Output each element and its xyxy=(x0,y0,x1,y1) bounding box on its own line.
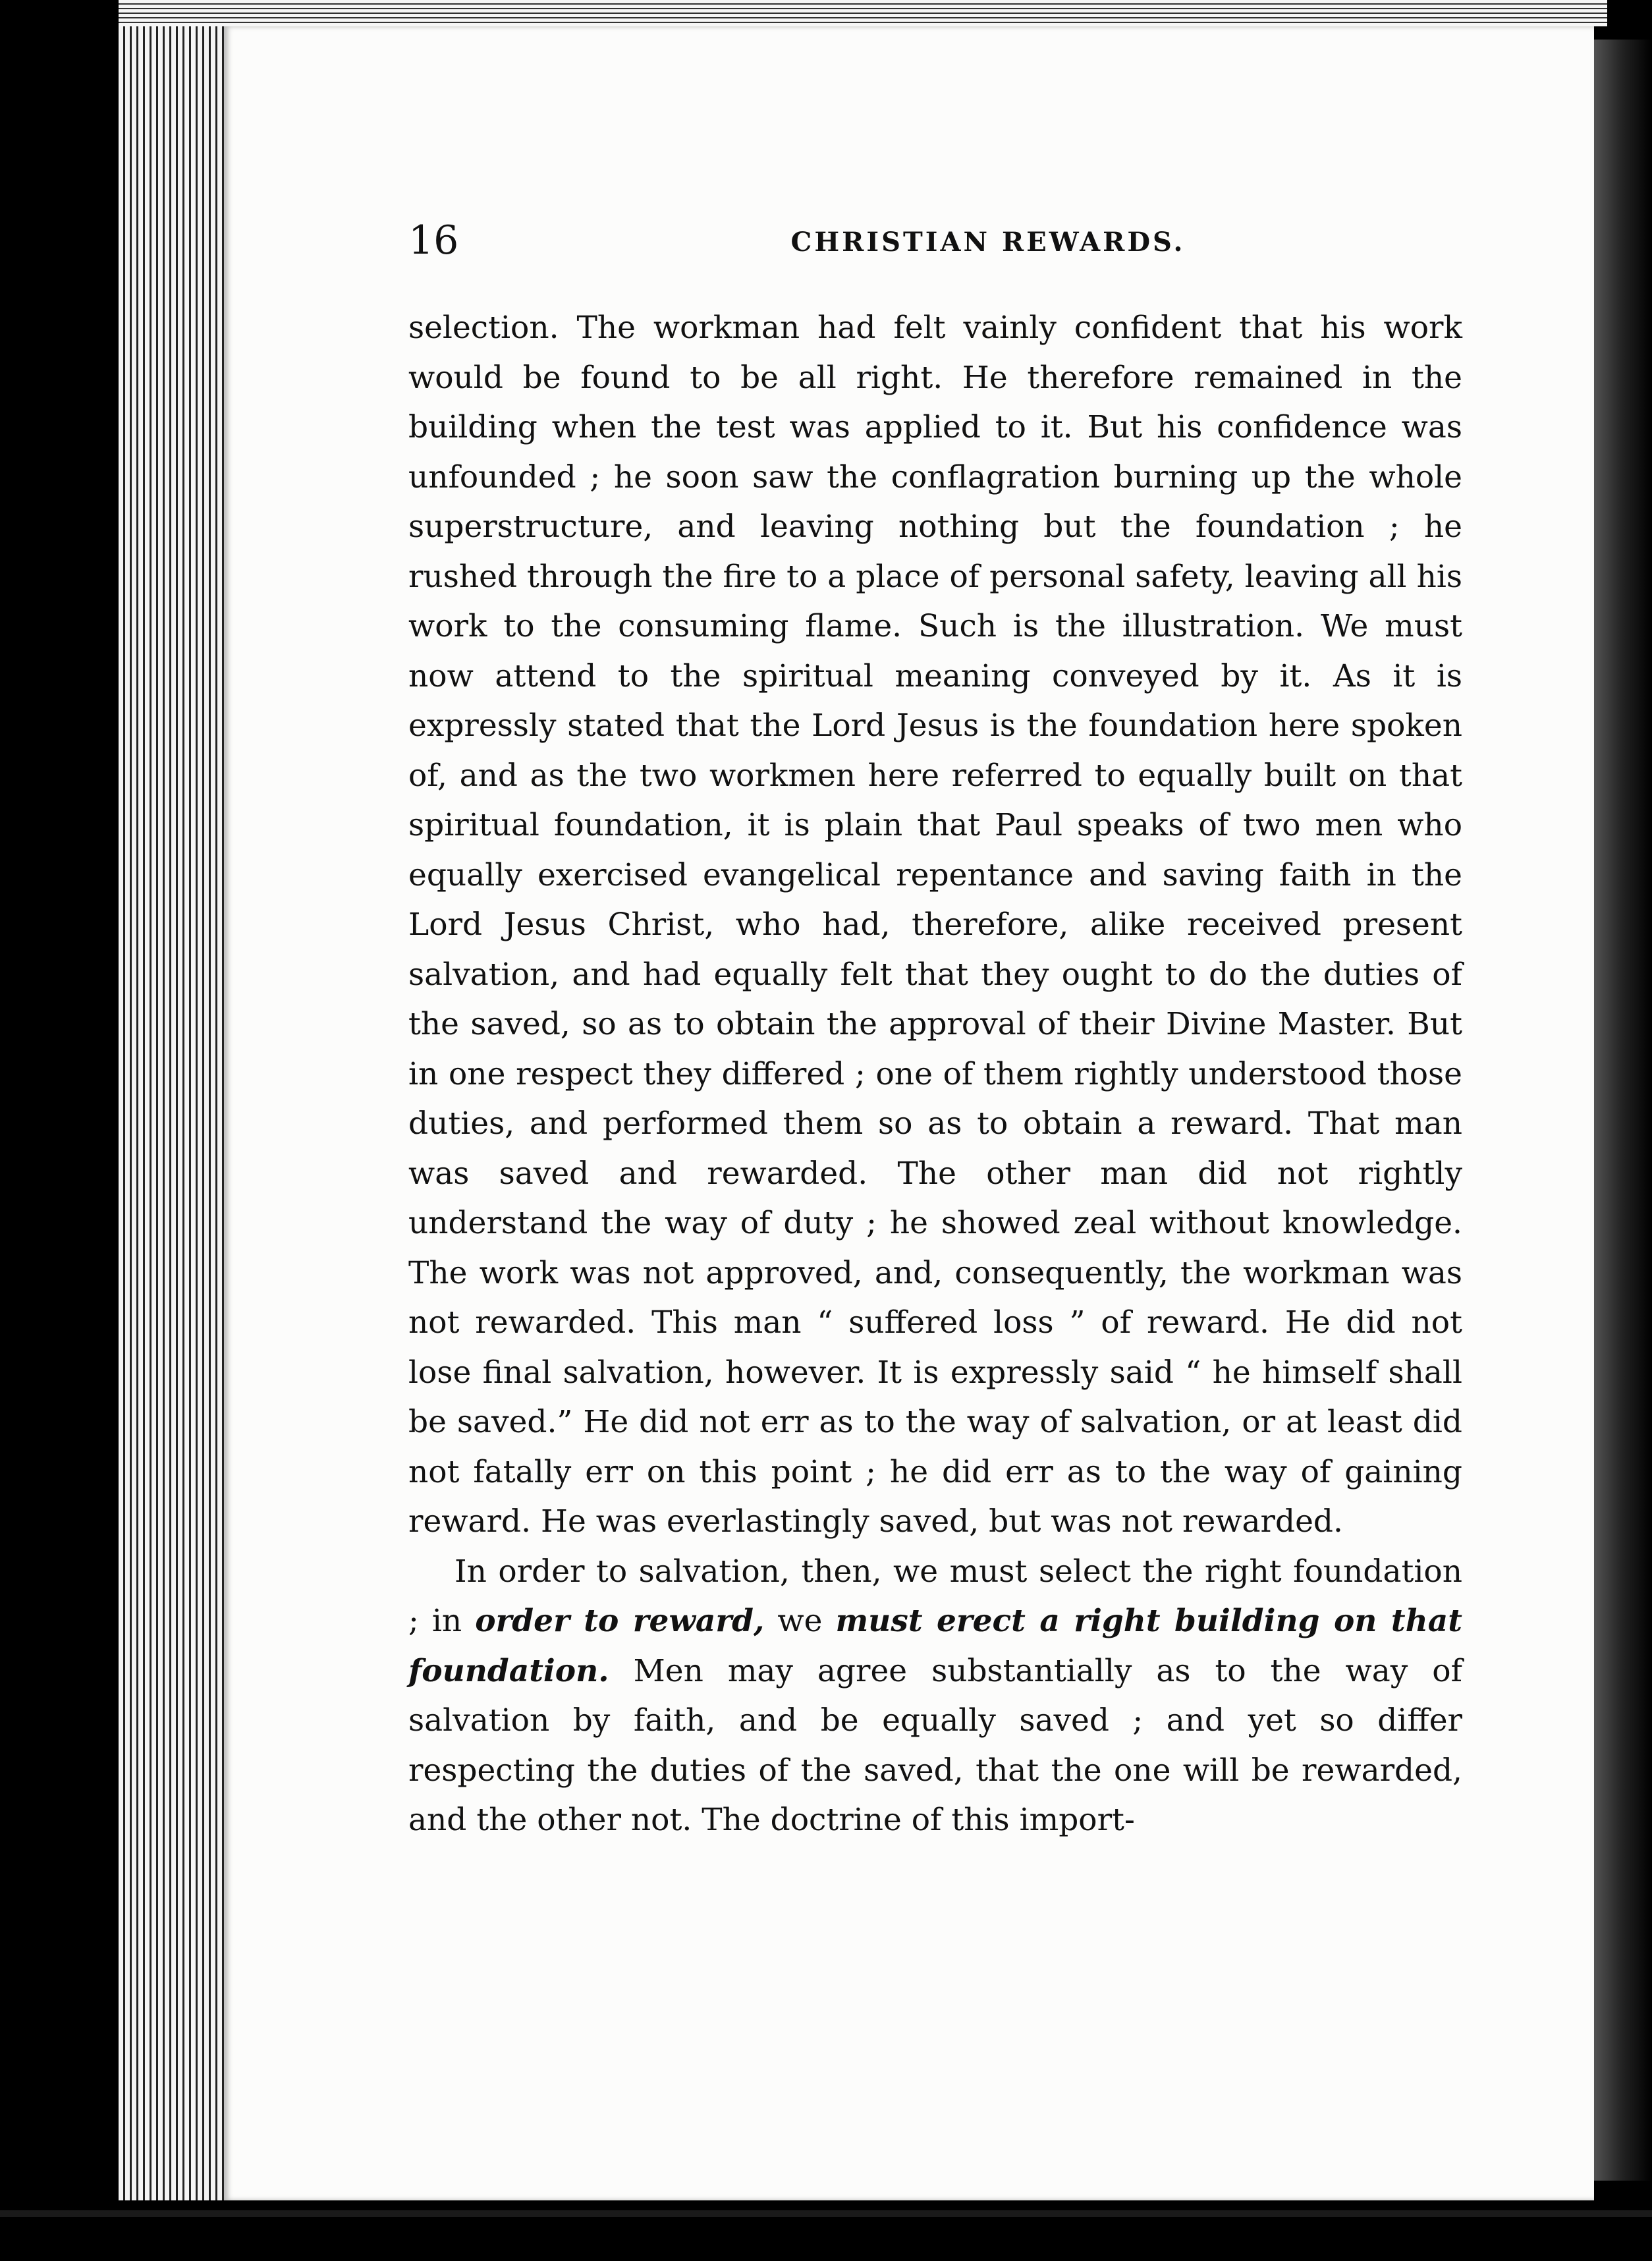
paragraph-2-text-b: we xyxy=(764,1603,836,1639)
page-number: 16 xyxy=(408,217,459,264)
running-head: CHRISTIAN REWARDS. xyxy=(790,227,1186,258)
paragraph-2-italic-b: must erect a right building on that foundation. xyxy=(408,1603,1462,1689)
book-page xyxy=(224,26,1594,2200)
top-page-edges xyxy=(119,0,1607,26)
facing-page-shadow xyxy=(1593,40,1652,2181)
bottom-margin xyxy=(0,2200,1652,2261)
paragraph-2-text-c: Men may agree substantially as to the way of salvation by faith, and be equally saved ; and yet so differ respecting the duties of the saved, that the one will be rewarded, and the other not. The doctrine of this import- xyxy=(408,1652,1462,1838)
paragraph-2-text-a: In order to salvation, then, we must select the right foundation ; in xyxy=(408,1553,1462,1639)
paragraph-2-italic-a: order to reward, xyxy=(475,1603,765,1639)
bottom-edge xyxy=(0,2210,1652,2217)
page-body xyxy=(408,303,1462,1845)
paragraph-2 xyxy=(408,1547,1462,1845)
paragraph-1: selection. The workman had felt vainly confident that his work would be found to be all right. He therefore remained in the building when the test was applied to it. But his confidence was unfounded ; he soon saw the conflagration burning up the whole superstructure, and leaving nothing but the foundation ; he rushed through the fire to a place of personal safety, leaving all his work to the consuming flame. Such is the illustration. We must now attend to the spiritual meaning conveyed by it. As it is expressly stated that the Lord Jesus is the foundation here spoken of, and as the two workmen here referred to equally built on that spiritual foundation, it is plain that Paul speaks of two men who equally exercised evangelical repentance and saving faith in the Lord Jesus Christ, who had, therefore, alike received present salvation, and had equally felt that they ought to do the duties of the saved, so as to obtain the approval of their Divine Master. But in one respect they differed ; one of them rightly understood those duties, and performed them so as to obtain a reward. That man was saved and rewarded. The other man did not rightly understand the way of duty ; he showed zeal without knowledge. The work was not approved, and, consequently, the workman was not rewarded. This man “ suffered loss ” of reward. He did not lose final salvation, however. It is expressly said “ he himself shall be saved.” He did not err as to the way of salvation, or at least did not fatally err on this point ; he did err as to the way of gaining reward. He was everlastingly saved, but was not rewarded. xyxy=(408,310,1462,1540)
page-header xyxy=(408,217,1568,270)
stacked-page-edges xyxy=(119,0,237,2200)
